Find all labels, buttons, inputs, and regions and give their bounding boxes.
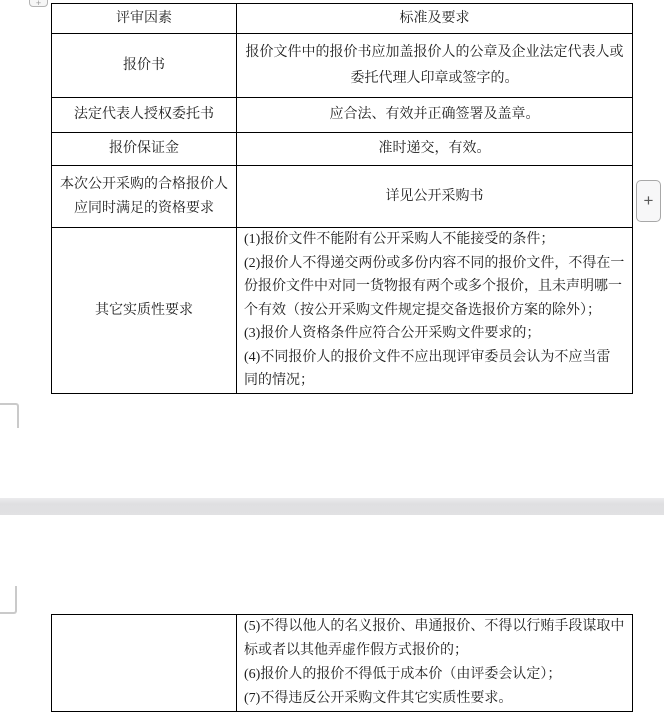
cell-text-line: 委托代理人印章或签字的。 <box>350 70 519 86</box>
header-cell-factor[interactable] <box>52 4 237 34</box>
table-row <box>52 228 633 394</box>
cell-text-line: (2)报价人不得递交两份或多份内容不同的报价文件，不得在一 <box>244 255 625 271</box>
header-cell-standard[interactable] <box>237 4 633 34</box>
cell-factor-power-of-attorney[interactable] <box>52 98 237 133</box>
cell-factor-quotation-letter[interactable] <box>52 34 237 98</box>
cell-text: 报价书 <box>123 57 165 73</box>
cell-standard-other-substantive[interactable] <box>237 228 633 394</box>
cell-standard-power-of-attorney[interactable] <box>237 98 633 133</box>
header-standard-label: 标准及要求 <box>399 10 470 26</box>
cell-text-line: (3)报价人资格条件应符合公开采购文件要求的； <box>244 326 541 342</box>
page-edge-marker-top <box>0 403 19 428</box>
insert-row-button[interactable] <box>636 180 661 222</box>
cell-text-line: (4)不同报价人的报价文件不应出现评审委员会认为不应当雷 <box>244 349 611 365</box>
cell-text-line: 份报价文件中对同一货物报有两个或多个报价，且未声明哪一 <box>244 279 622 295</box>
cell-factor-empty[interactable] <box>52 615 237 712</box>
cell-text-line: (1)报价文件不能附有公开采购人不能接受的条件； <box>244 232 555 248</box>
cell-text-line: 同的情况； <box>244 373 314 389</box>
header-factor-label: 评审因素 <box>116 10 172 26</box>
cell-text-line: 个有效（按公开采购文件规定提交备选报价方案的除外）； <box>244 302 601 318</box>
evaluation-criteria-table-continued <box>51 614 633 712</box>
cell-text-line: 标或者以其他弄虚作假方式报价的； <box>244 643 468 658</box>
page-break-gap <box>0 498 664 515</box>
plus-icon: + <box>35 0 42 7</box>
cell-text-line: 应同时满足的资格要求 <box>74 200 214 216</box>
insert-column-button[interactable] <box>29 0 48 7</box>
page-edge-marker-bottom <box>0 586 17 614</box>
cell-text-line: (5)不得以他人的名义报价、串通报价、不得以行贿手段谋取中 <box>244 619 625 634</box>
table-row <box>52 98 633 133</box>
table-header-row <box>52 4 633 34</box>
table-row <box>52 615 633 712</box>
cell-text-line: 报价文件中的报价书应加盖报价人的公章及企业法定代表人或 <box>245 44 624 60</box>
cell-text: 详见公开采购书 <box>385 188 484 204</box>
cell-standard-quotation-letter[interactable] <box>237 34 633 98</box>
cell-factor-other-substantive[interactable] <box>52 228 237 394</box>
cell-text-line: 本次公开采购的合格报价人 <box>60 176 228 192</box>
cell-text: 报价保证金 <box>109 141 179 156</box>
cell-standard-bid-bond[interactable] <box>237 133 633 166</box>
table-row <box>52 34 633 98</box>
plus-icon: + <box>643 191 654 210</box>
cell-text: 应合法、有效并正确签署及盖章。 <box>329 107 540 122</box>
cell-text: 其它实质性要求 <box>95 302 193 318</box>
cell-factor-qualification[interactable] <box>52 166 237 228</box>
table-row <box>52 166 633 228</box>
cell-text-line: (7)不得违反公开采购文件其它实质性要求。 <box>244 691 513 706</box>
evaluation-criteria-table <box>51 3 633 394</box>
cell-text: 准时递交，有效。 <box>378 141 491 156</box>
cell-standard-qualification[interactable] <box>237 166 633 228</box>
cell-factor-bid-bond[interactable] <box>52 133 237 166</box>
cell-text-line: (6)报价人的报价不得低于成本价（由评委会认定）； <box>244 667 562 682</box>
cell-text: 法定代表人授权委托书 <box>74 107 214 122</box>
cell-standard-other-substantive-continued[interactable] <box>237 615 633 712</box>
table-row <box>52 133 633 166</box>
